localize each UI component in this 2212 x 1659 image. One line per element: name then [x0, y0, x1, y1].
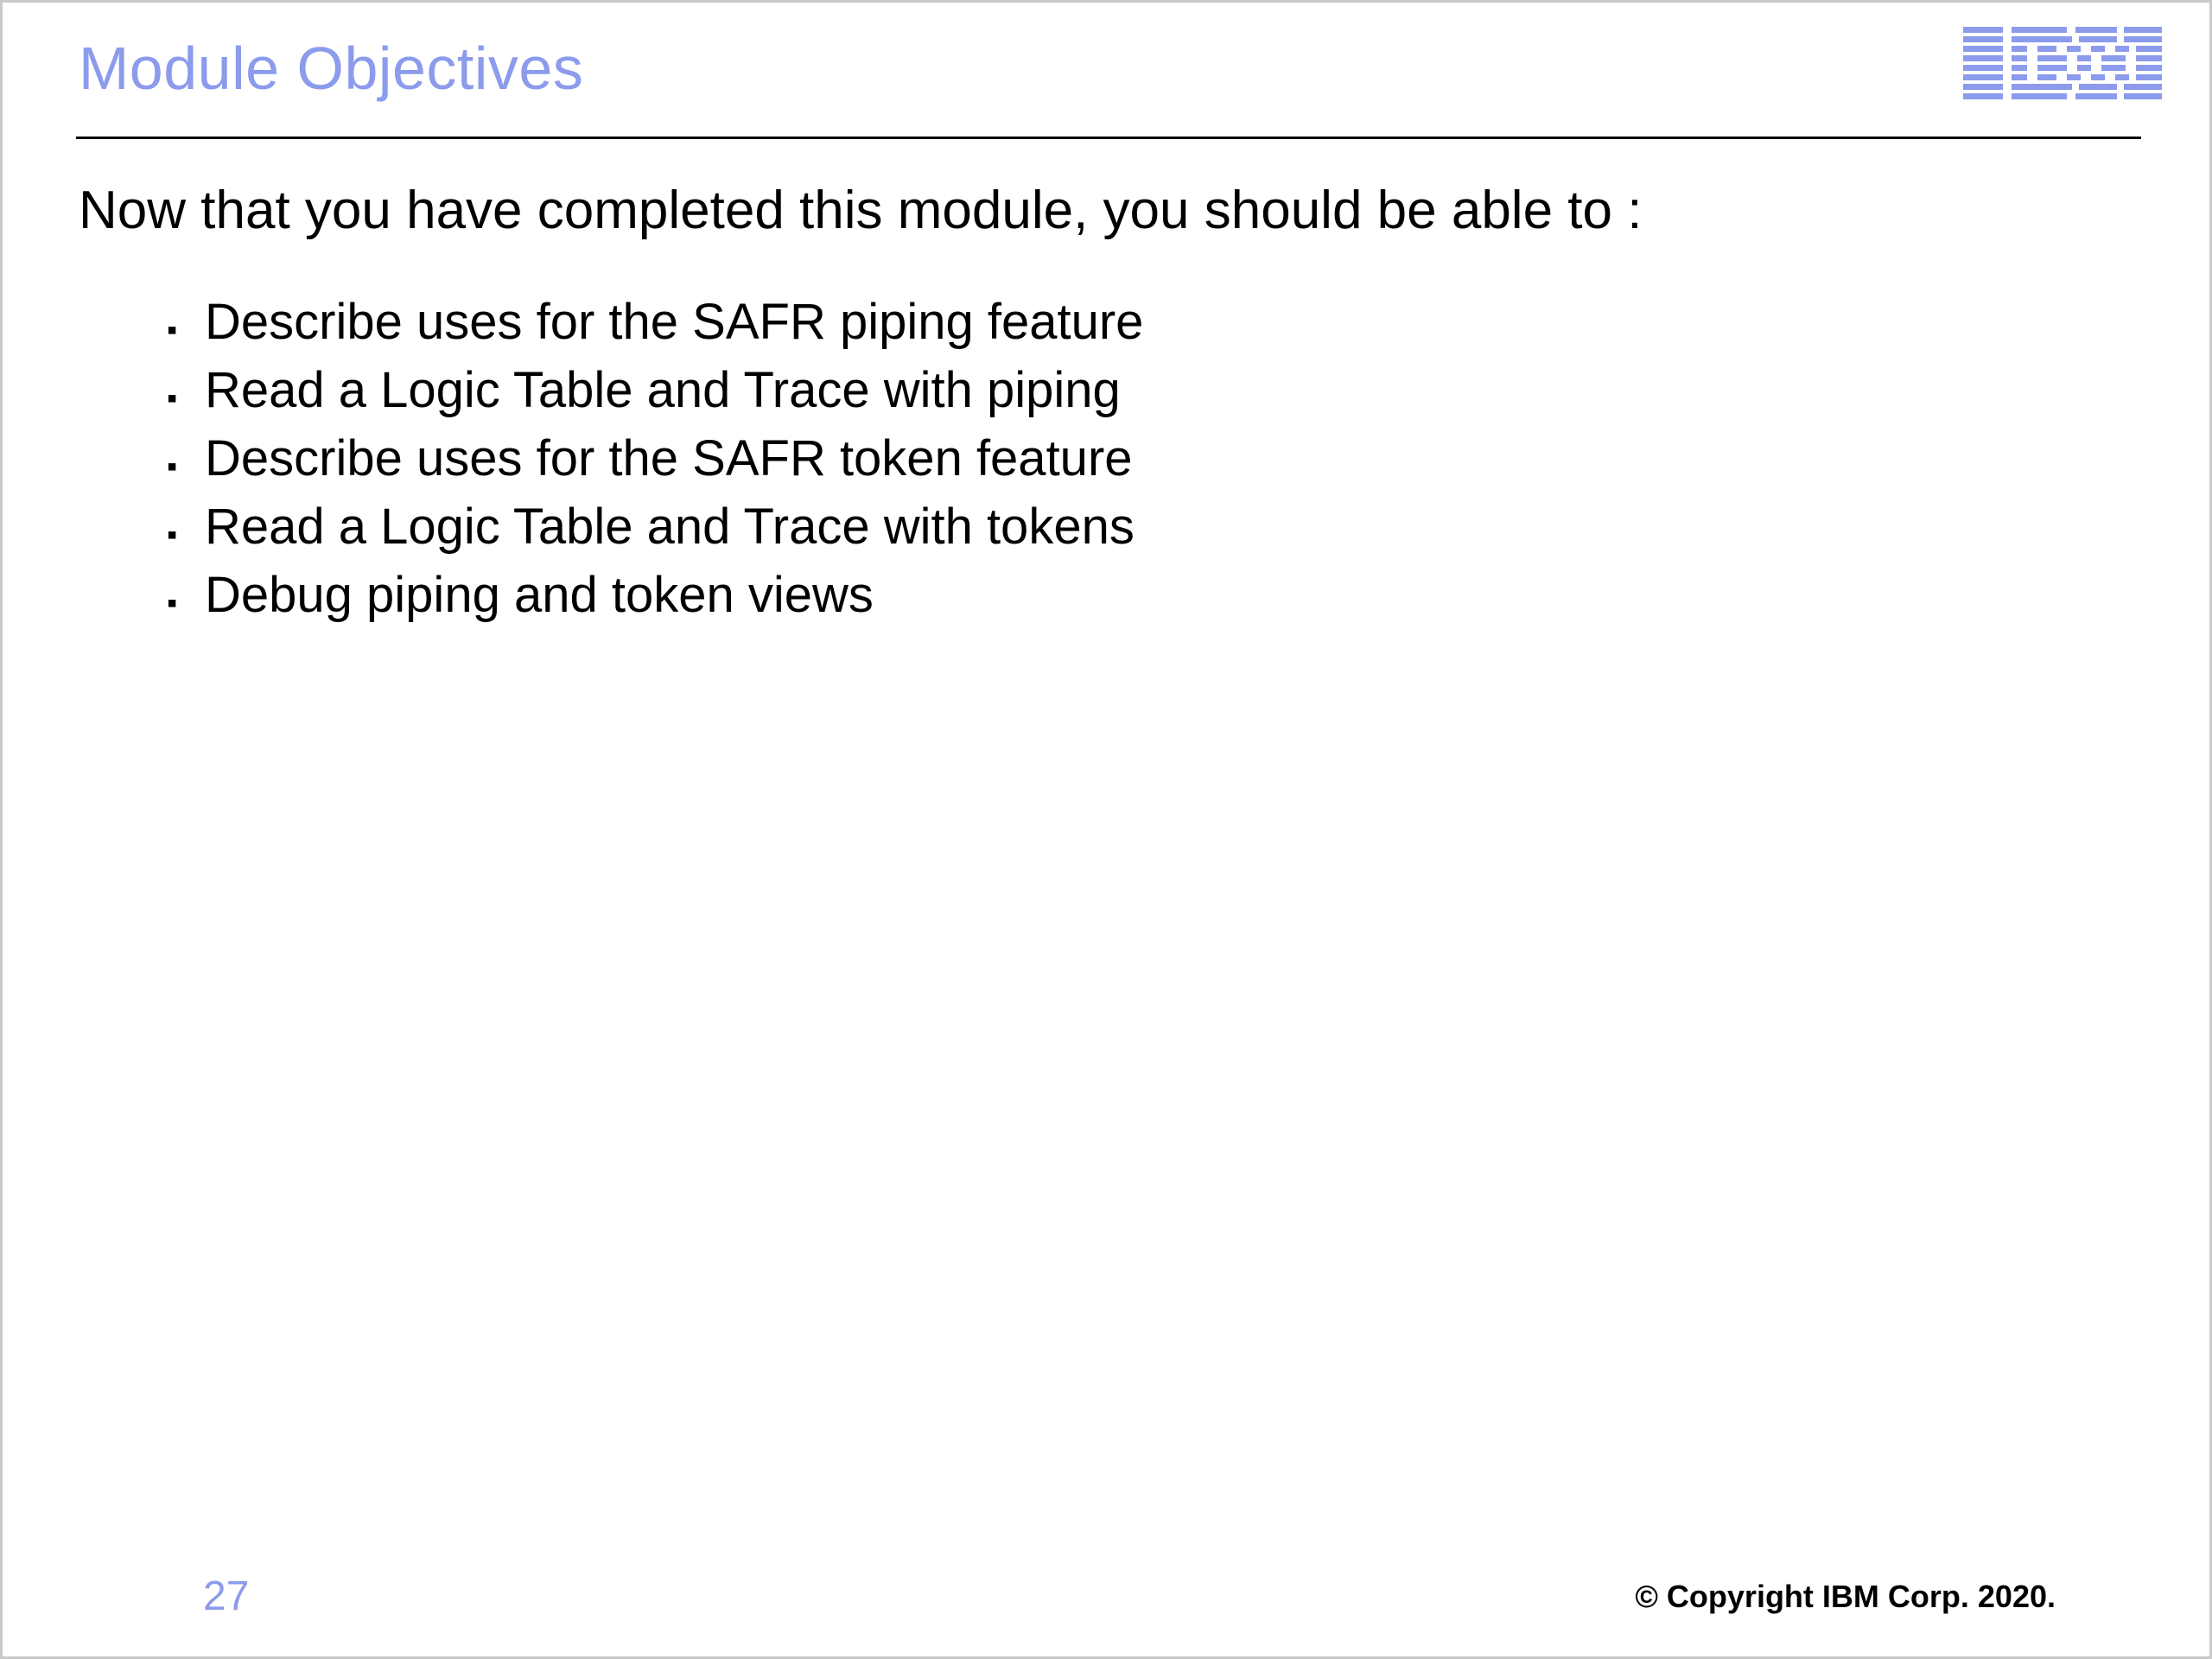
- list-item-label: Read a Logic Table and Trace with piping: [205, 361, 1121, 418]
- list-item: [167, 361, 1143, 418]
- list-item: [167, 566, 1143, 623]
- bullet-square-icon: ▪: [167, 449, 178, 483]
- list-item-label: Read a Logic Table and Trace with tokens: [205, 498, 1135, 555]
- objectives-list: [167, 296, 1143, 637]
- lead-text: Now that you have completed this module, you should be able to :: [79, 181, 1643, 240]
- list-item: [167, 498, 1143, 555]
- copyright-notice: © Copyright IBM Corp. 2020.: [1635, 1579, 2056, 1614]
- slide-header: [3, 3, 2209, 145]
- list-item-label: Describe uses for the SAFR token feature: [205, 429, 1133, 486]
- bullet-square-icon: ▪: [167, 586, 178, 620]
- title-divider: [76, 137, 2141, 139]
- list-item: [167, 429, 1143, 486]
- bullet-square-icon: ▪: [167, 314, 178, 346]
- list-item: [167, 296, 1143, 349]
- bullet-square-icon: ▪: [167, 518, 178, 551]
- list-item-label: Describe uses for the SAFR piping feature: [205, 294, 1144, 350]
- ibm-logo: [1963, 27, 2162, 109]
- bullet-square-icon: ▪: [167, 381, 178, 415]
- page-title: Module Objectives: [79, 35, 584, 102]
- list-item-label: Debug piping and token views: [205, 566, 874, 623]
- page-number: 27: [203, 1573, 250, 1619]
